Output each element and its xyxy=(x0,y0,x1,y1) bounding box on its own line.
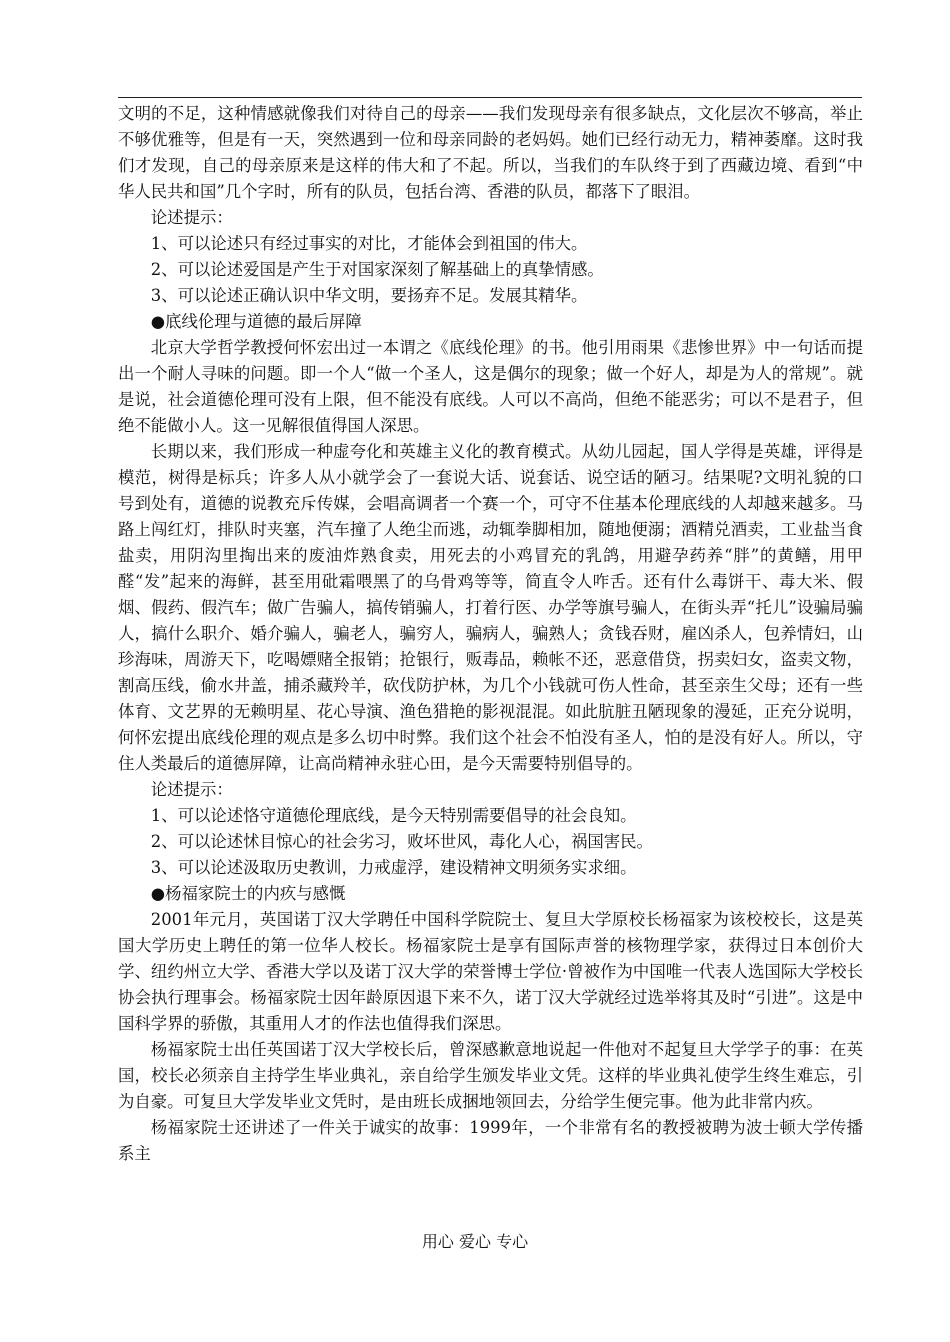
header-rule xyxy=(118,97,862,98)
hint-item: 3、可以论述汲取历史教训，力戒虚浮，建设精神文明须务实求细。 xyxy=(150,858,637,877)
section-title-yang-fujia: ●杨福家院士的内疚与感慨 xyxy=(150,884,346,903)
hint-item: 3、可以论述正确认识中华文明，要扬弃不足。发展其精华。 xyxy=(150,286,588,305)
paragraph: 杨福家院士出任英国诺丁汉大学校长后，曾深感歉意地说起一件他对不起复旦大学学子的事：在英国，校长必须亲自主持学生毕业典礼，亲自给学生颁发毕业文凭。这样的毕业典礼使学生终生难忘，引为自豪。可复旦大学发毕业文凭时，是由班长成捆地领回去，分给学生便完事。他为此非常内疚。 xyxy=(118,1040,863,1111)
paragraph: 杨福家院士还讲述了一件关于诚实的故事：1999年，一个非常有名的教授被聘为波士顿大学传播系主 xyxy=(118,1118,863,1163)
paragraph: 2001年元月，英国诺丁汉大学聘任中国科学院院士、复旦大学原校长杨福家为该校校长，这是英国大学历史上聘任的第一位华人校长。杨福家院士是享有国际声誉的核物理学家，获得过日本创价大学、纽约州立大学、香港大学以及诺丁汉大学的荣誉博士学位·曾被作为中国唯一代表人选国际大学校长协会执行理事会。杨福家院士因年龄原因退下来不久，诺丁汉大学就经过选举将其及时“引进”。这是中国科学界的骄傲，其重用人才的作法也值得我们深思。 xyxy=(118,910,863,1033)
hints-label: 论述提示： xyxy=(150,208,233,227)
hints-label: 论述提示： xyxy=(150,780,233,799)
hint-item: 2、可以论述爱国是产生于对国家深刻了解基础上的真挚情感。 xyxy=(150,260,604,279)
page-footer: 用心 爱心 专心 xyxy=(421,1232,529,1251)
paragraph: 长期以来，我们形成一种虚夸化和英雄主义化的教育模式。从幼儿园起，国人学得是英雄，评得是模范，树得是标兵；许多人从小就学会了一套说大话、说套话、说空话的陋习。结果呢?文明礼貌的口号到处有，道德的说教充斥传媒，会唱高调者一个赛一个，可守不住基本伦理底线的人却越来越多。马路上闯红灯，排队时夹塞，汽车撞了人绝尘而逃，动辄拳脚相加，随地便溺；酒精兑酒卖，工业盐当食盐卖，用阴沟里掏出来的废油炸熟食卖，用死去的小鸡冒充的乳鸽，用避孕药养“胖”的黄鳝，用甲醛“发”起来的海鲜，甚至用砒霜喂黑了的乌骨鸡等等，简直令人咋舌。还有什么毒饼干、毒大米、假烟、假药、假汽车；做广告骗人，搞传销骗人，打着行医、办学等旗号骗人，在街头弄“托儿”设骗局骗人，搞什么职介、婚介骗人，骗老人，骗穷人，骗病人，骗熟人；贪钱吞财，雇凶杀人，包养情妇，山珍海味，周游天下，吃喝嫖赌全报销；抢银行，贩毒品，赖帐不还，恶意借贷，拐卖妇女，盗卖文物，割高压线，偷水井盖，捕杀藏羚羊，砍伐防护林，为几个小钱就可伤人性命，甚至亲生父母；还有一些体育、文艺界的无赖明星、花心导演、渔色猎艳的影视混混。如此肮脏丑陋现象的漫延，正充分说明，何怀宏提出底线伦理的观点是多么切中时弊。我们这个社会不怕没有圣人，怕的是没有好人。所以，守住人类最后的道德屏障，让高尚精神永驻心田，是今天需要特别倡导的。 xyxy=(118,442,863,773)
paragraph-continuation: 文明的不足，这种情感就像我们对待自己的母亲——我们发现母亲有很多缺点，文化层次不够高，举止不够优雅等，但是有一天，突然遇到一位和母亲同龄的老妈妈。她们已经行动无力，精神萎靡。这时我们才发现，自己的母亲原来是这样的伟大和了不起。所以，当我们的车队终于到了西藏边境、看到“中华人民共和国”几个字时，所有的队员，包括台湾、香港的队员，都落下了眼泪。 xyxy=(118,104,863,201)
document-body xyxy=(118,101,863,1167)
hint-item: 2、可以论述怵目惊心的社会劣习，败坏世风，毒化人心，祸国害民。 xyxy=(150,832,653,851)
hint-item: 1、可以论述恪守道德伦理底线，是今天特别需要倡导的社会良知。 xyxy=(150,806,637,825)
hint-item: 1、可以论述只有经过事实的对比，才能体会到祖国的伟大。 xyxy=(150,234,588,253)
paragraph: 北京大学哲学教授何怀宏出过一本谓之《底线伦理》的书。他引用雨果《悲惨世界》中一句话而提出一个耐人寻味的问题。即一个人“做一个圣人，这是偶尔的现象；做一个好人，却是为人的常规”。就是说，社会道德伦理可没有上限，但不能没有底线。人可以不高尚，但绝不能恶劣；可以不是君子，但绝不能做小人。这一见解很值得国人深思。 xyxy=(118,338,863,435)
section-title-bottom-line-ethics: ●底线伦理与道德的最后屏障 xyxy=(150,312,362,331)
